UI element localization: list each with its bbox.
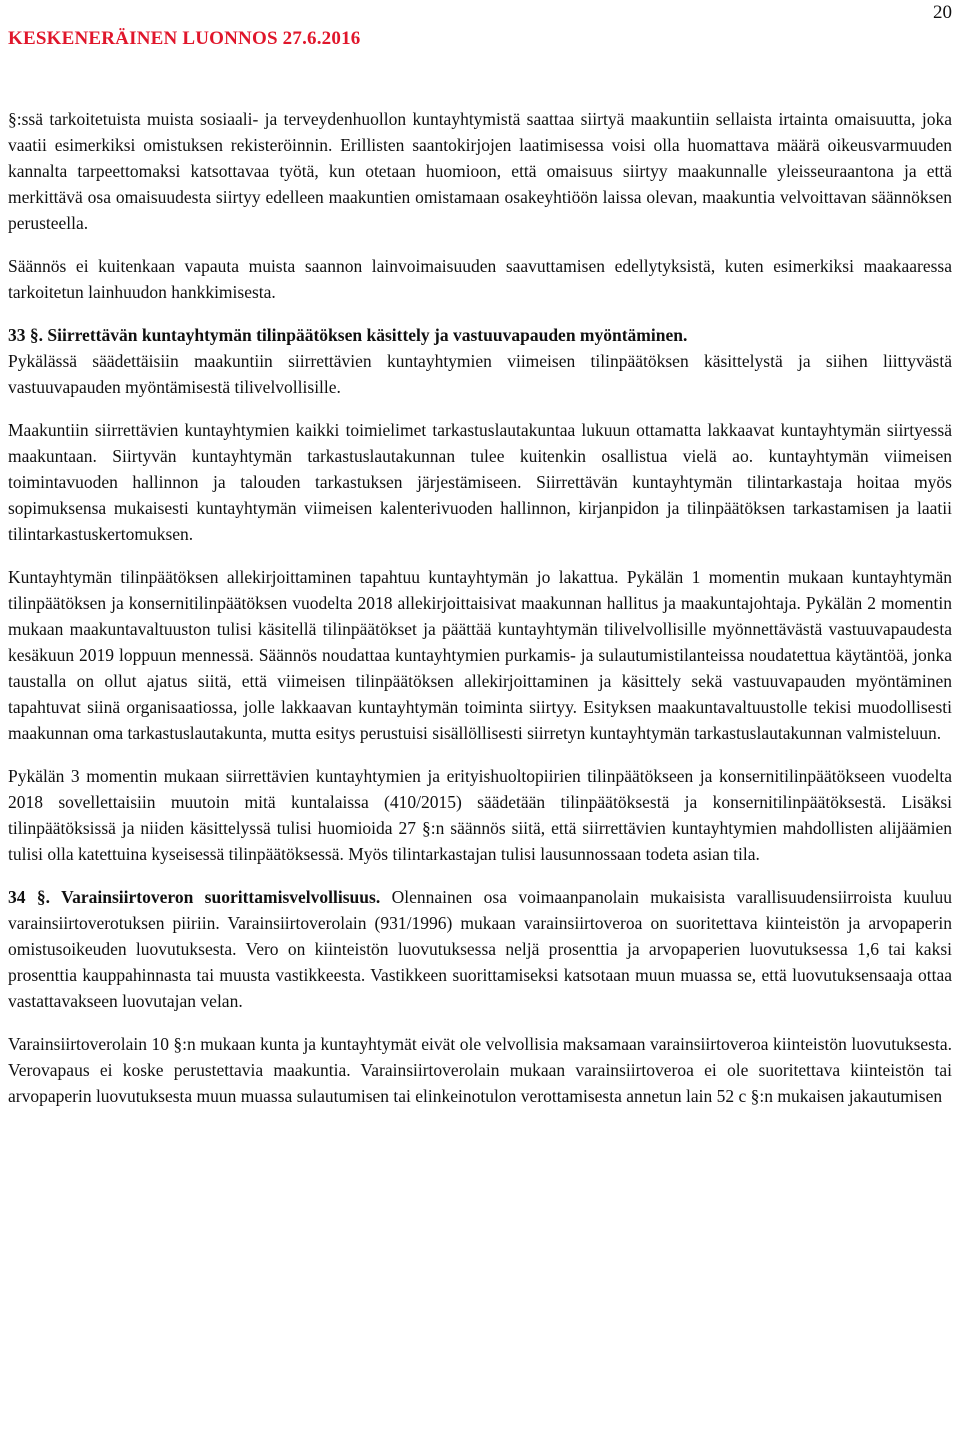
paragraph: §:ssä tarkoitetuista muista sosiaali- ja terveydenhuollon kuntayhtymistä saattaa siirtyä maakuntiin sellaista irtainta omaisuutta, joka vaatii esimerkiksi omistuksen rekisteröinnin. Erillisten saantokirjojen laatimisessa voisi olla huomattava määrä oikeusvarmuuden kannalta tarpeettomaksi katsottavaa työtä, kun otetaan huomioon, että omaisuus siirtyy maakunnalle yleisseuraantona ja että merkittävä osa omaisuudesta siirtyy edelleen maakuntien omistamaan osakeyhtiöön laissa olevan, maakuntia velvoittavan säännöksen perusteella. <box>8 109 952 233</box>
paragraph: Varainsiirtoverolain 10 §:n mukaan kunta ja kuntayhtymät eivät ole velvollisia maksamaan varainsiirtoveroa kiinteistön luovutuksesta. Verovapaus ei koske perustettavia maakuntia. Varainsiirtoverolain mukaan varainsiirtoveroa ei ole suoritettava kiinteistön tai arvopaperin luovutuksesta muun muassa sulautumisen tai elinkeinotulon verottamisesta annetun lain 52 c §:n mukaisen jakautumisen <box>8 1034 952 1106</box>
paragraph: Pykälän 3 momentin mukaan siirrettävien kuntayhtymien ja erityishuoltopiirien tilinpäätökseen ja konsernitilinpäätökseen vuodelta 2018 sovellettaisiin muutoin mitä kuntalaissa (410/2015) säädetään tilinpäätöksestä ja konsernitilinpäätöksestä. Lisäksi tilinpäätöksissä ja niiden käsittelyssä tulisi huomioida 27 §:n säännös siitä, että siirrettävien kuntayhtymien mahdollisten alijäämien tulisi olla katettuina kyseisessä tilinpäätöksessä. Myös tilintarkastajan tulisi lausunnossaan todeta asian tila. <box>8 766 952 864</box>
section-33-heading <box>8 322 952 348</box>
draft-label: KESKENERÄINEN LUONNOS 27.6.2016 <box>8 28 361 49</box>
paragraph-text: Olennainen osa voimaanpanolain mukaisista varallisuudensiirroista kuuluu varainsiirtoverotuksen piiriin. Varainsiirtoverolain (931/1996) mukaan varainsiirtoveroa on suoritettava kiinteistön ja arvopaperin omistusoikeuden luovutuksesta. Vero on kiinteistön luovutuksessa neljä prosenttia ja arvopaperien luovutuksessa 1,6 tai kaksi prosenttia kauppahinnasta tai muusta vastikkeesta. Vastikkeen suorittamiseksi katsotaan muun muassa se, että luovutuksensaaja ottaa vastattavakseen luovutajan velan. <box>8 887 952 1011</box>
section-34-paragraph <box>8 884 952 1014</box>
page-number: 20 <box>933 2 952 23</box>
section-heading-text: 33 §. Siirrettävän kuntayhtymän tilinpäätöksen käsittely ja vastuuvapauden myöntäminen. <box>8 325 688 345</box>
paragraph: Pykälässä säädettäisiin maakuntiin siirrettävien kuntayhtymien viimeisen tilinpäätöksen käsittelystä ja siihen liittyvästä vastuuvapauden myöntämisestä tilivelvollisille. <box>8 351 952 397</box>
paragraph: Kuntayhtymän tilinpäätöksen allekirjoittaminen tapahtuu kuntayhtymän jo lakattua. Pykälän 1 momentin mukaan kuntayhtymän tilinpäätöksen ja konsernitilinpäätöksen vuodelta 2018 allekirjoittaisivat maakunnan hallitus ja maakuntajohtaja. Pykälän 2 momentin mukaan maakuntavaltuuston tulisi käsitellä tilinpäätökset ja päättää kuntayhtymän tilivelvollisille myönnettävästä vastuuvapaudesta kesäkuun 2019 loppuun mennessä. Säännös noudattaa kuntayhtymien purkamis- ja sulautumistilanteissa noudatettua käytäntöä, jonka taustalla on ollut ajatus siitä, että viimeisen tilinpäätöksen allekirjoittaminen ja käsittely sekä vastuuvapauden myöntäminen tapahtuvat siinä organisaatiossa, jolle lakkaavan kuntayhtymän toiminta siirtyy. Esityksen maakuntavaltuustolle tekisi muodollisesti maakunnan oma tarkastuslautakunta, mutta esitys perustuisi sisällöllisesti siirretyn kuntayhtymän tarkastuslautakunnan valmisteluun. <box>8 567 952 743</box>
paragraph: Maakuntiin siirrettävien kuntayhtymien kaikki toimielimet tarkastuslautakuntaa lukuun ottamatta lakkaavat kuntayhtymän siirtyessä maakuntaan. Siirtyvän kuntayhtymän tarkastuslautakunnan tulee kuitenkin osallistua vielä ao. kuntayhtymän viimeisen toimintavuoden hallinnon ja talouden tarkastuksen järjestämiseen. Siirrettävän kuntayhtymän tilintarkastaja hoitaa myös sopimuksensa mukaisesti kuntayhtymän viimeisen kalenterivuoden hallinnon, kirjanpidon ja tilinpäätöksen tarkastamisen ja laatii tilintarkastuskertomuksen. <box>8 420 952 544</box>
document-body <box>8 106 952 1126</box>
paragraph: Säännös ei kuitenkaan vapauta muista saannon lainvoimaisuuden saavuttamisen edellytyksistä, kuten esimerkiksi maakaaressa tarkoitetun lainhuudon hankkimisesta. <box>8 256 952 302</box>
section-heading-text: 34 §. Varainsiirtoveron suorittamisvelvollisuus. <box>8 887 381 907</box>
